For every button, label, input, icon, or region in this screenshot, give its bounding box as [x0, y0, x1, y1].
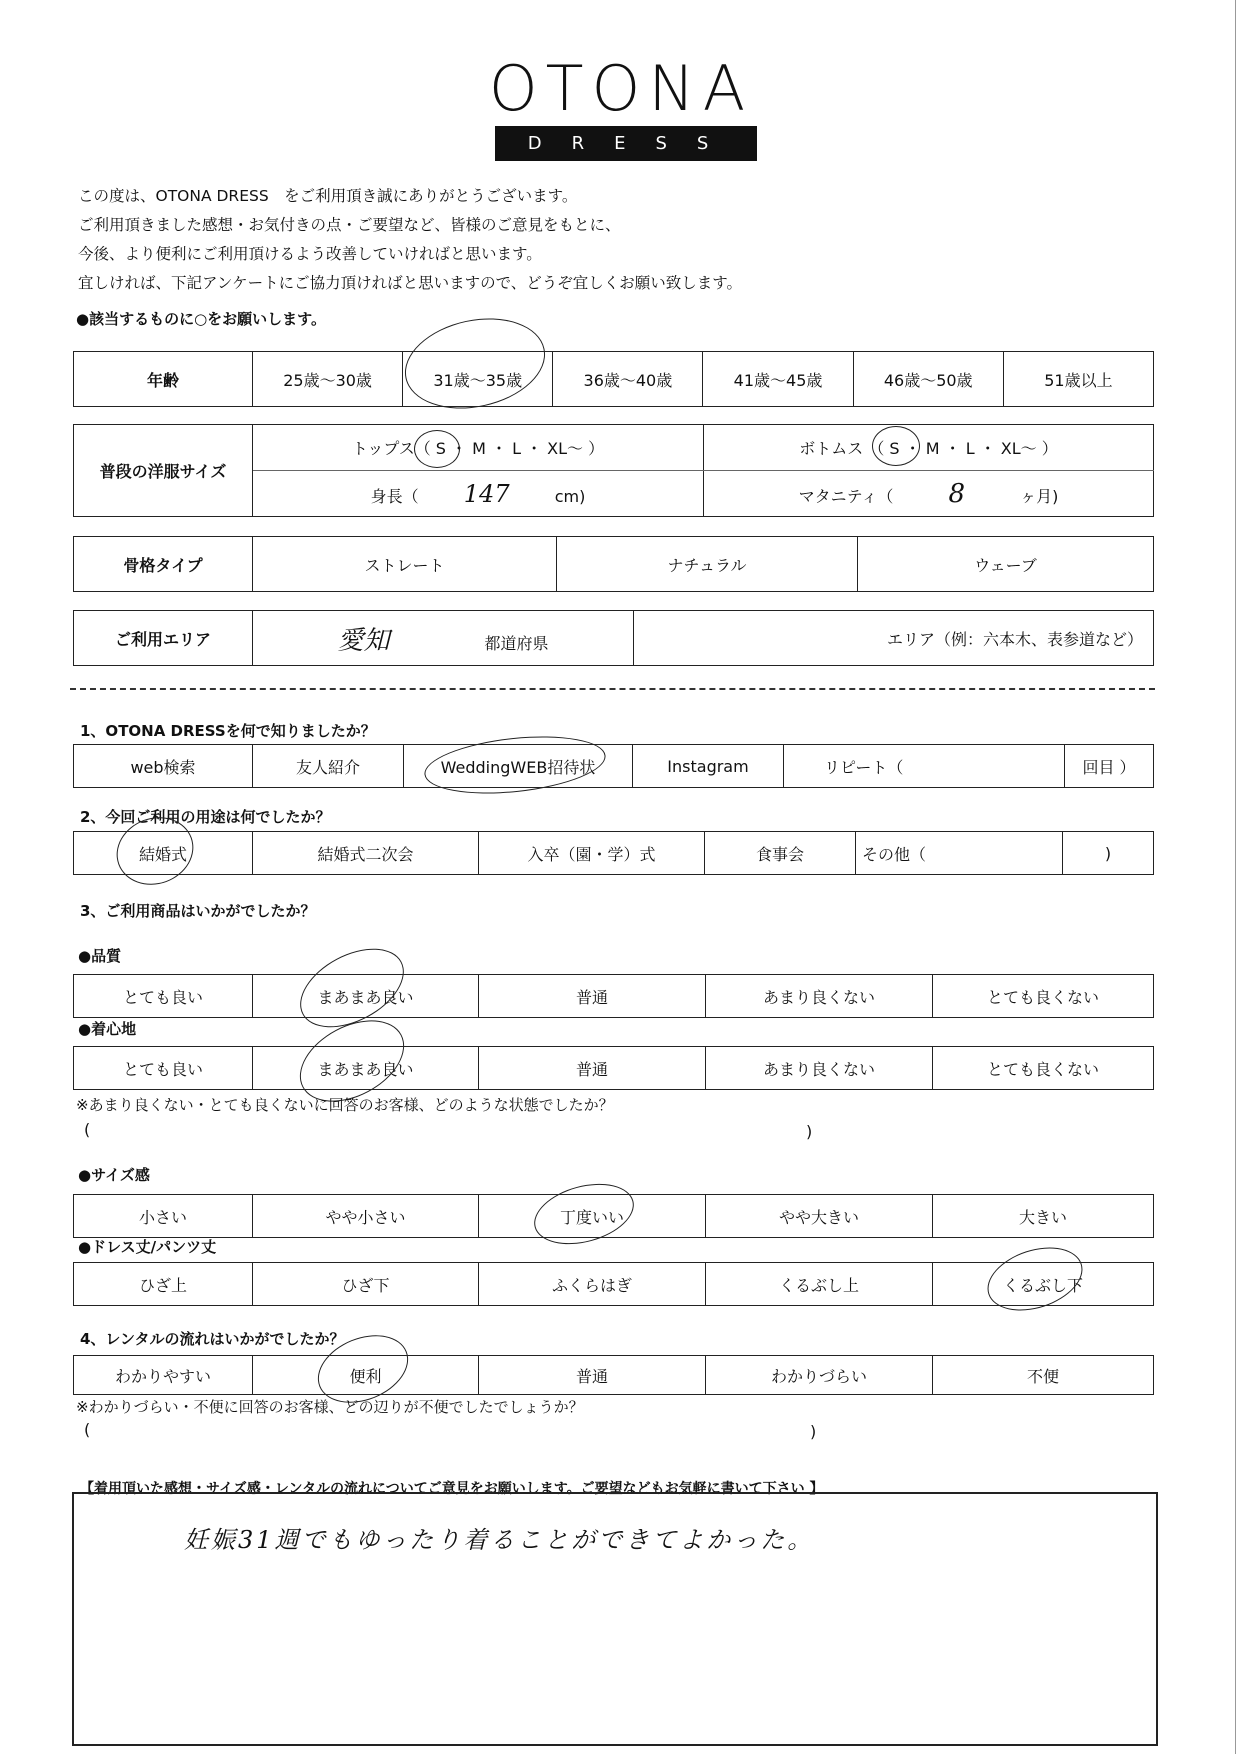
q1-title: 1、OTONA DRESSを何で知りましたか？ — [80, 722, 376, 740]
length-label: ●ドレス丈/パンツ丈 — [78, 1238, 217, 1256]
maternity-prefix: マタニティ（ — [798, 486, 894, 506]
intro-line: 今後、より便利にご利用頂けるよう改善していければと思います。 — [78, 245, 542, 263]
comfort-answer-close: ) — [806, 1122, 813, 1141]
selection-circle — [527, 1174, 640, 1254]
fit-option[interactable]: 大きい — [933, 1195, 1154, 1238]
q3-title: 3、ご利用商品はいかがでしたか？ — [80, 902, 316, 920]
comfort-option[interactable]: とても良い — [74, 1047, 253, 1090]
q4-note: ※わかりづらい・不便に回答のお客様、どの辺りが不便でしたでしょうか？ — [76, 1398, 584, 1416]
fit-option[interactable]: やや大きい — [706, 1195, 933, 1238]
intro-line: この度は、OTONA DRESS をご利用頂き誠にありがとうございます。 — [78, 187, 578, 205]
intro-text — [78, 182, 742, 298]
q1-option[interactable]: Instagram — [633, 745, 784, 788]
length-option[interactable]: ひざ下 — [253, 1263, 479, 1306]
height-suffix: cm) — [554, 486, 586, 506]
q4-answer-close: ) — [810, 1422, 817, 1441]
brand-logo-sub: DRESS — [495, 126, 757, 161]
comfort-option[interactable]: あまり良くない — [706, 1047, 933, 1090]
quality-table — [73, 974, 1154, 1018]
length-option[interactable]: くるぶし上 — [706, 1263, 933, 1306]
age-label: 年齢 — [74, 352, 253, 407]
age-option[interactable]: 36歳～40歳 — [553, 352, 703, 407]
section-instruction: ●該当するものに○をお願いします。 — [76, 310, 326, 328]
selection-circle — [422, 729, 609, 802]
height-field[interactable] — [253, 471, 704, 517]
length-option[interactable]: ふくらはぎ — [479, 1263, 706, 1306]
bone-option[interactable]: ナチュラル — [557, 537, 858, 592]
bone-option[interactable]: ウェーブ — [858, 537, 1154, 592]
fit-label: ●サイズ感 — [78, 1166, 150, 1184]
quality-option[interactable]: あまり良くない — [706, 975, 933, 1018]
comment-box[interactable] — [72, 1492, 1158, 1746]
prefecture-field[interactable] — [253, 611, 634, 666]
quality-option[interactable]: とても良い — [74, 975, 253, 1018]
comment-title: 【着用頂いた感想・サイズ感・レンタルの流れについてご意見をお願いします。ご要望などもお気軽に書いて下さい 】 — [80, 1481, 824, 1497]
fit-option-selected[interactable]: 丁度いい — [479, 1195, 706, 1238]
bone-type-table — [73, 536, 1154, 592]
q2-other-close: ) — [1063, 832, 1154, 875]
brand-logo: OTONA — [488, 52, 754, 125]
q1-table — [73, 744, 1154, 788]
q4-answer-open: ( — [84, 1420, 91, 1439]
height-value: 147 — [463, 479, 510, 508]
intro-line: ご利用頂きました感想・お気付きの点・ご要望など、皆様のご意見をもとに、 — [78, 216, 621, 234]
page-edge-line — [1235, 0, 1236, 1754]
age-option[interactable]: 41歳～45歳 — [703, 352, 853, 407]
bottoms-size-field[interactable]: ボトムス （ S ・ M ・ L ・ XL～ ） — [704, 425, 1154, 471]
q4-option[interactable]: わかりやすい — [74, 1356, 253, 1395]
comment-text: 妊娠31週でもゆったり着ることができてよかった。 — [184, 1526, 815, 1554]
q4-title: 4、レンタルの流れはいかがでしたか？ — [80, 1330, 345, 1348]
comfort-option-selected[interactable]: まあまあ良い — [253, 1047, 479, 1090]
q4-option[interactable]: わかりづらい — [706, 1356, 933, 1395]
length-option-selected[interactable]: くるぶし下 — [933, 1263, 1154, 1306]
q2-option-other[interactable]: その他（ — [856, 832, 1063, 875]
prefecture-value: 愛知 — [337, 625, 390, 656]
quality-option[interactable]: とても良くない — [933, 975, 1154, 1018]
q2-table — [73, 831, 1154, 875]
q2-option[interactable]: 食事会 — [705, 832, 856, 875]
age-option[interactable]: 46歳～50歳 — [853, 352, 1003, 407]
bone-type-label: 骨格タイプ — [74, 537, 253, 592]
intro-line: 宜しければ、下記アンケートにご協力頂ければと思いますので、どうぞ宜しくお願い致します。 — [78, 274, 743, 292]
divider — [70, 688, 1155, 690]
length-option[interactable]: ひざ上 — [74, 1263, 253, 1306]
maternity-value: 8 — [948, 478, 966, 509]
age-option[interactable]: 25歳～30歳 — [253, 352, 403, 407]
size-table — [73, 424, 1154, 517]
tops-size-field[interactable]: トップス（ S ・ M ・ L ・ XL～ ） — [253, 425, 704, 471]
quality-label: ●品質 — [78, 947, 122, 965]
q1-repeat-count[interactable]: 回目 ） — [1065, 745, 1154, 788]
comfort-option[interactable]: 普通 — [479, 1047, 706, 1090]
selection-circle — [872, 426, 920, 466]
area-field[interactable]: エリア（例：六本木、表参道など） — [634, 611, 1154, 666]
q2-option[interactable]: 入卒（園・学）式 — [479, 832, 705, 875]
comfort-label: ●着心地 — [78, 1020, 137, 1038]
bone-option[interactable]: ストレート — [253, 537, 557, 592]
q4-option[interactable]: 普通 — [479, 1356, 706, 1395]
size-label: 普段の洋服サイズ — [74, 425, 253, 517]
quality-option-selected[interactable]: まあまあ良い — [253, 975, 479, 1018]
fit-option[interactable]: 小さい — [74, 1195, 253, 1238]
q1-option[interactable]: 友人紹介 — [253, 745, 404, 788]
quality-option[interactable]: 普通 — [479, 975, 706, 1018]
comfort-note: ※あまり良くない・とても良くないに回答のお客様、どのような状態でしたか？ — [76, 1096, 614, 1114]
q2-title: 2、今回ご利用の用途は何でしたか？ — [80, 808, 331, 826]
selection-circle — [414, 430, 460, 468]
fit-option[interactable]: やや小さい — [253, 1195, 479, 1238]
age-option[interactable]: 51歳以上 — [1003, 352, 1153, 407]
area-table — [73, 610, 1154, 666]
q2-option[interactable]: 結婚式二次会 — [253, 832, 479, 875]
comfort-option[interactable]: とても良くない — [933, 1047, 1154, 1090]
age-option-selected[interactable]: 31歳～35歳 — [403, 352, 553, 407]
height-prefix: 身長（ — [370, 486, 419, 506]
comfort-answer-open: ( — [84, 1120, 91, 1139]
q2-option-selected[interactable]: 結婚式 — [74, 832, 253, 875]
area-label: ご利用エリア — [74, 611, 253, 666]
q1-option[interactable]: web検索 — [74, 745, 253, 788]
maternity-suffix: ヶ月) — [1020, 486, 1059, 506]
q4-option[interactable]: 不便 — [933, 1356, 1154, 1395]
selection-circle — [979, 1236, 1090, 1321]
comfort-table — [73, 1046, 1154, 1090]
q4-option-selected[interactable]: 便利 — [253, 1356, 479, 1395]
age-table — [73, 351, 1154, 407]
q1-option-repeat[interactable]: リピート（ — [784, 745, 1065, 788]
maternity-field[interactable] — [704, 471, 1154, 517]
q4-table — [73, 1355, 1154, 1395]
q1-option-selected[interactable]: WeddingWEB招待状 — [404, 745, 633, 788]
prefecture-label: 都道府県 — [484, 633, 549, 653]
